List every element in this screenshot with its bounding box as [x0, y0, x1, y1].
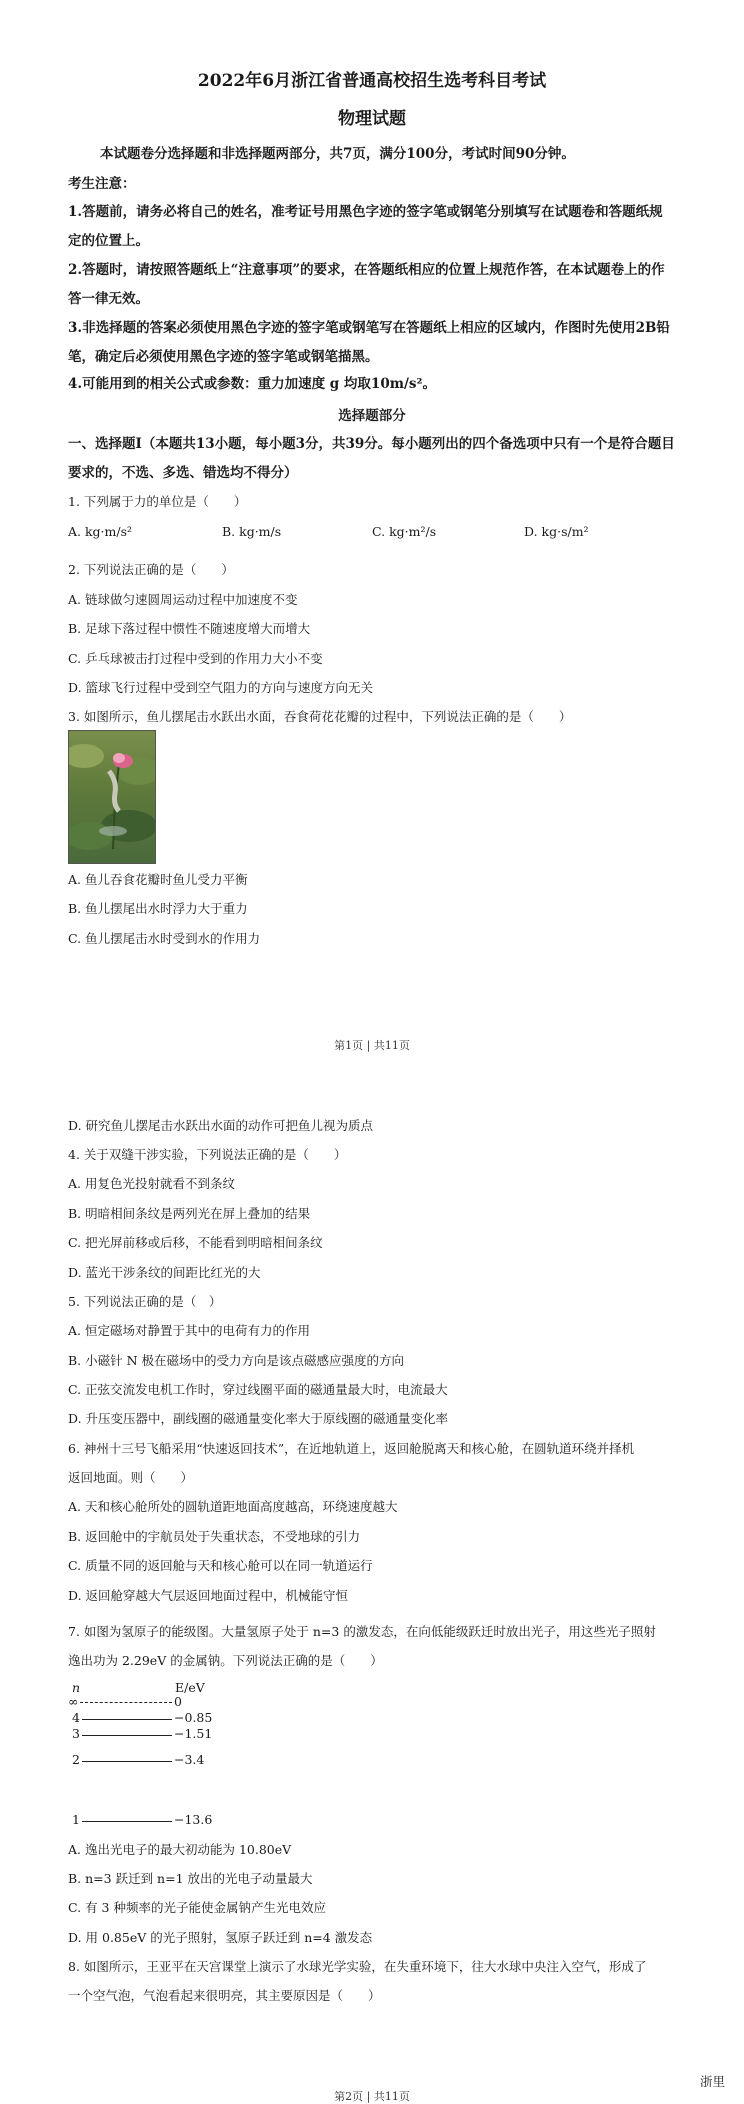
diagram-n-label: n — [72, 1680, 81, 1695]
q5-stem: 5. 下列说法正确的是（ ） — [68, 1294, 222, 1309]
level-line-4 — [82, 1719, 172, 1720]
corner-mark: 浙里 — [700, 2074, 726, 2089]
q3-option-a[interactable]: A. 鱼儿吞食花瓣时鱼儿受力平衡 — [68, 872, 248, 887]
q1-option-a[interactable]: A. kg·m/s² — [68, 524, 133, 539]
q3-stem: 3. 如图所示，鱼儿摆尾击水跃出水面，吞食荷花花瓣的过程中，下列说法正确的是（ ） — [68, 709, 572, 724]
page-footer-1: 第1页 | 共11页 — [334, 1039, 410, 1052]
q7-option-d[interactable]: D. 用 0.85eV 的光子照射，氢原子跃迁到 n=4 激发态 — [68, 1930, 373, 1945]
q4-option-c[interactable]: C. 把光屏前移或后移，不能看到明暗相间条纹 — [68, 1235, 323, 1250]
q2-option-c[interactable]: C. 乒乓球被击打过程中受到的作用力大小不变 — [68, 651, 323, 666]
notice-heading: 考生注意： — [68, 176, 136, 192]
q4-option-b[interactable]: B. 明暗相间条纹是两列光在屏上叠加的结果 — [68, 1206, 311, 1221]
q3-option-b[interactable]: B. 鱼儿摆尾出水时浮力大于重力 — [68, 901, 248, 916]
q4-option-a[interactable]: A. 用复色光投射就看不到条纹 — [68, 1176, 235, 1191]
diagram-e-label: E/eV — [175, 1680, 205, 1695]
q4-option-d[interactable]: D. 蓝光干涉条纹的间距比红光的大 — [68, 1265, 261, 1280]
level-n-2: 2 — [72, 1752, 80, 1767]
q1-option-d[interactable]: D. kg·s/m² — [524, 524, 589, 539]
exam-subtitle: 物理试题 — [338, 109, 406, 129]
q7-option-a[interactable]: A. 逸出光电子的最大初动能为 10.80eV — [68, 1842, 292, 1857]
notice-item-3: 3.非选择题的答案必须使用黑色字迹的签字笔或钢笔写在答题纸上相应的区域内，作图时先使用2B铅笔，确定后必须使用黑色字迹的签字笔或钢笔描黑。 — [68, 320, 670, 365]
q6-stem-line2: 返回地面。则（ ） — [68, 1470, 194, 1485]
level-n-3: 3 — [72, 1726, 80, 1741]
level-e-2: −3.4 — [174, 1752, 205, 1767]
q2-option-d[interactable]: D. 篮球飞行过程中受到空气阻力的方向与速度方向无关 — [68, 680, 374, 695]
q1-option-c[interactable]: C. kg·m²/s — [372, 524, 437, 539]
q6-stem-line1: 6. 神州十三号飞船采用“快速返回技术”，在近地轨道上，返回舱脱离天和核心舱，在圆轨道环绕并择机 — [68, 1441, 635, 1456]
level-n-inf: ∞ — [68, 1694, 79, 1709]
q6-option-c[interactable]: C. 质量不同的返回舱与天和核心舱可以在同一轨道运行 — [68, 1558, 373, 1573]
q1-option-b[interactable]: B. kg·m/s — [222, 524, 282, 539]
section-title: 选择题部分 — [338, 408, 406, 424]
level-line-inf — [80, 1702, 172, 1703]
q3-option-d[interactable]: D. 研究鱼儿摆尾击水跃出水面的动作可把鱼儿视为质点 — [68, 1118, 374, 1133]
page-footer-2: 第2页 | 共11页 — [334, 2090, 410, 2103]
level-e-1: −13.6 — [174, 1812, 213, 1827]
q5-option-b[interactable]: B. 小磁针 N 极在磁场中的受力方向是该点磁感应强度的方向 — [68, 1353, 405, 1368]
q5-option-c[interactable]: C. 正弦交流发电机工作时，穿过线圈平面的磁通量最大时，电流最大 — [68, 1382, 448, 1397]
q6-option-a[interactable]: A. 天和核心舱所处的圆轨道距地面高度越高，环绕速度越大 — [68, 1499, 398, 1514]
q7-option-b[interactable]: B. n=3 跃迁到 n=1 放出的光电子动量最大 — [68, 1871, 313, 1886]
level-line-1 — [82, 1821, 172, 1822]
q2-option-a[interactable]: A. 链球做匀速圆周运动过程中加速度不变 — [68, 592, 298, 607]
notice-item-1: 1.答题前，请务必将自己的姓名，准考证号用黑色字迹的签字笔或钢笔分别填写在试题卷和答题纸规定的位置上。 — [68, 204, 663, 249]
q5-option-a[interactable]: A. 恒定磁场对静置于其中的电荷有力的作用 — [68, 1323, 310, 1338]
level-n-1: 1 — [72, 1812, 80, 1827]
q8-stem-line1: 8. 如图所示，王亚平在天宫课堂上演示了水球光学实验，在失重环境下，往大水球中央注入空气，形成了 — [68, 1959, 647, 1974]
part1-heading: 一、选择题Ⅰ（本题共13小题，每小题3分，共39分。每小题列出的四个备选项中只有一个是符合题目要求的，不选、多选、错选均不得分） — [68, 436, 675, 481]
q5-option-d[interactable]: D. 升压变压器中，副线圈的磁通量变化率大于原线圈的磁通量变化率 — [68, 1411, 449, 1426]
exam-title: 2022年6月浙江省普通高校招生选考科目考试 — [197, 71, 547, 91]
q3-option-c[interactable]: C. 鱼儿摆尾击水时受到水的作用力 — [68, 931, 261, 946]
level-e-4: −0.85 — [174, 1710, 213, 1725]
notice-item-4: 4.可能用到的相关公式或参数：重力加速度 g 均取10m/s²。 — [68, 376, 436, 392]
q2-stem: 2. 下列说法正确的是（ ） — [68, 562, 234, 577]
q8-stem-line2: 一个空气泡，气泡看起来很明亮，其主要原因是（ ） — [68, 1988, 381, 2003]
q7-stem-line2: 逸出功为 2.29eV 的金属钠。下列说法正确的是（ ） — [68, 1653, 383, 1668]
q4-stem: 4. 关于双缝干涉实验，下列说法正确的是（ ） — [68, 1147, 347, 1162]
fish-lotus-photo — [68, 730, 156, 864]
q6-option-d[interactable]: D. 返回舱穿越大气层返回地面过程中，机械能守恒 — [68, 1588, 349, 1603]
notice-item-2: 2.答题时，请按照答题纸上“注意事项”的要求，在答题纸相应的位置上规范作答，在本试题卷上的作答一律无效。 — [68, 262, 665, 307]
level-e-3: −1.51 — [174, 1726, 213, 1741]
level-n-4: 4 — [72, 1710, 80, 1725]
q6-option-b[interactable]: B. 返回舱中的宇航员处于失重状态，不受地球的引力 — [68, 1529, 361, 1544]
intro-text: 本试题卷分选择题和非选择题两部分，共7页，满分100分，考试时间90分钟。 — [100, 146, 575, 162]
q7-stem-line1: 7. 如图为氢原子的能级图。大量氢原子处于 n=3 的激发态，在向低能级跃迁时放出光子，用这些光子照射 — [68, 1624, 656, 1639]
q1-stem: 1. 下列属于力的单位是（ ） — [68, 494, 247, 509]
level-line-2 — [82, 1761, 172, 1762]
q7-option-c[interactable]: C. 有 3 种频率的光子能使金属钠产生光电效应 — [68, 1900, 326, 1915]
q2-option-b[interactable]: B. 足球下落过程中惯性不随速度增大而增大 — [68, 621, 311, 636]
level-e-inf: 0 — [174, 1694, 182, 1709]
level-line-3 — [82, 1735, 172, 1736]
